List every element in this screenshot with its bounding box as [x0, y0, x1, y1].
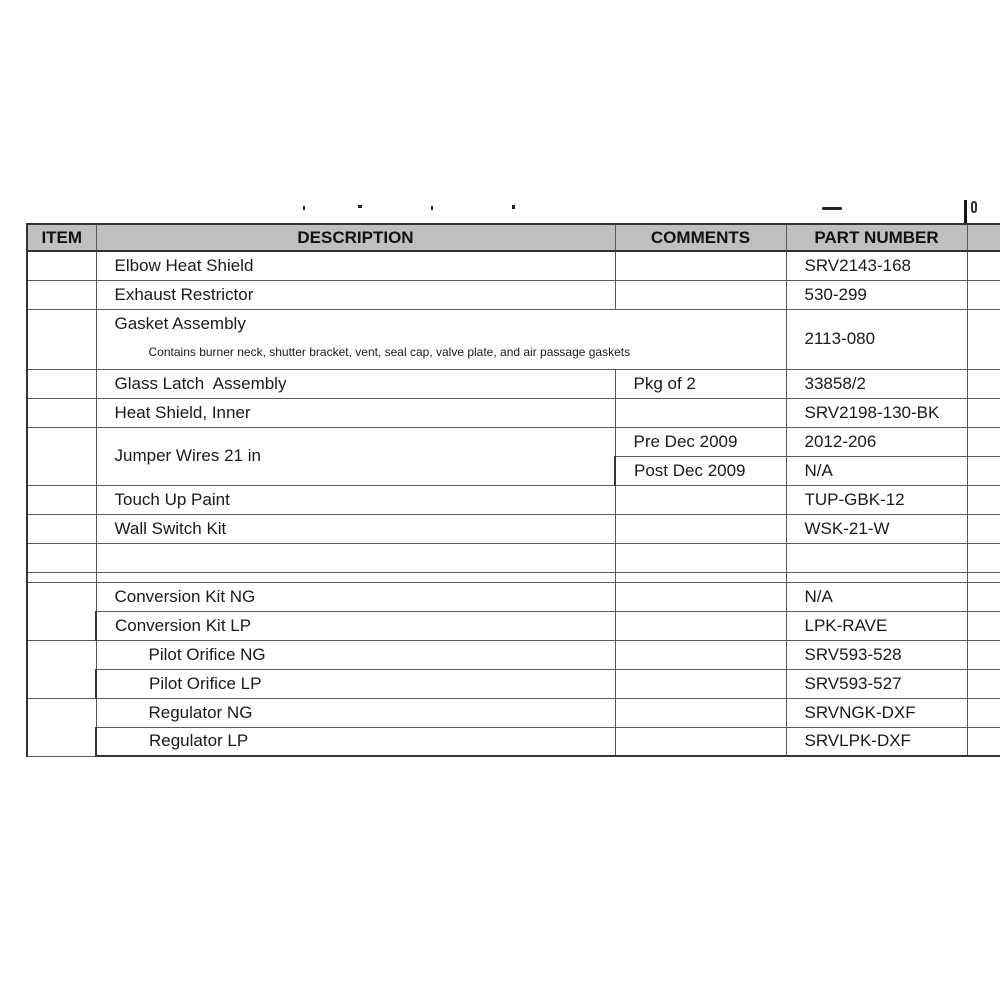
part-number-cell: SRVNGK-DXF [786, 698, 967, 727]
comments-cell [615, 669, 786, 698]
part-number-cell: SRV2198-130-BK [786, 398, 967, 427]
table-row [27, 698, 1000, 727]
extra-cell [967, 698, 1000, 727]
table-row [27, 485, 1000, 514]
description-cell: Pilot Orifice LP [96, 669, 615, 698]
description-cell: Wall Switch Kit [96, 514, 615, 543]
table-row [27, 309, 1000, 369]
comments-cell [615, 698, 786, 727]
extra-cell [967, 727, 1000, 756]
extra-cell [967, 572, 1000, 582]
header-description: DESCRIPTION [96, 224, 615, 251]
comments-cell [615, 280, 786, 309]
description-cell [96, 543, 615, 572]
description-cell: Exhaust Restrictor [96, 280, 615, 309]
extra-cell [967, 369, 1000, 398]
description-cell: Glass Latch Assembly [96, 369, 615, 398]
item-cell [27, 309, 96, 369]
table-row [27, 582, 1000, 611]
item-cell [27, 582, 96, 640]
part-number-cell: WSK-21-W [786, 514, 967, 543]
comments-cell: Pre Dec 2009 [615, 427, 786, 456]
item-cell [27, 369, 96, 398]
comments-cell [615, 640, 786, 669]
item-cell [27, 427, 96, 485]
comments-cell [615, 611, 786, 640]
extra-cell [967, 251, 1000, 280]
description-cell: Heat Shield, Inner [96, 398, 615, 427]
comments-cell: Post Dec 2009 [615, 456, 786, 485]
extra-cell [967, 543, 1000, 572]
item-cell [27, 514, 96, 543]
description-cell: Pilot Orifice NG [96, 640, 615, 669]
table-row [27, 369, 1000, 398]
parts-table [26, 223, 1000, 757]
part-number-cell: TUP-GBK-12 [786, 485, 967, 514]
description-cell: Conversion Kit LP [96, 611, 615, 640]
part-number-cell: 2012-206 [786, 427, 967, 456]
extra-cell [967, 456, 1000, 485]
comments-cell: Pkg of 2 [615, 369, 786, 398]
part-number-cell [786, 543, 967, 572]
item-cell [27, 398, 96, 427]
extra-cell [967, 280, 1000, 309]
table-row [27, 280, 1000, 309]
description-cell [96, 309, 786, 369]
item-cell [27, 572, 96, 582]
header-extra [967, 224, 1000, 251]
extra-cell [967, 485, 1000, 514]
header-comments: COMMENTS [615, 224, 786, 251]
item-cell [27, 251, 96, 280]
table-row [27, 514, 1000, 543]
description-cell: Regulator NG [96, 698, 615, 727]
description-cell: Jumper Wires 21 in [96, 427, 615, 485]
part-number-cell: SRV593-527 [786, 669, 967, 698]
description-cell [96, 572, 615, 582]
comments-cell [615, 543, 786, 572]
table-row [27, 398, 1000, 427]
comments-cell [615, 251, 786, 280]
item-cell [27, 280, 96, 309]
comments-cell [615, 582, 786, 611]
item-cell [27, 698, 96, 756]
extra-cell [967, 640, 1000, 669]
extra-cell [967, 611, 1000, 640]
comments-cell [615, 727, 786, 756]
clipped-glyph [971, 201, 977, 213]
part-number-cell: 33858/2 [786, 369, 967, 398]
description-cell: Conversion Kit NG [96, 582, 615, 611]
extra-cell [967, 427, 1000, 456]
comments-cell [615, 514, 786, 543]
table-row [27, 669, 1000, 698]
extra-cell [967, 669, 1000, 698]
part-number-cell: LPK-RAVE [786, 611, 967, 640]
description-cell: Regulator LP [96, 727, 615, 756]
table-row [27, 611, 1000, 640]
description-cell: Elbow Heat Shield [96, 251, 615, 280]
part-number-cell: SRV2143-168 [786, 251, 967, 280]
extra-cell [967, 582, 1000, 611]
part-number-cell: N/A [786, 456, 967, 485]
extra-cell [967, 309, 1000, 369]
part-number-cell: SRVLPK-DXF [786, 727, 967, 756]
description-cell: Touch Up Paint [96, 485, 615, 514]
part-number-cell: 2113-080 [786, 309, 967, 369]
table-row [27, 251, 1000, 280]
item-cell [27, 543, 96, 572]
comments-cell [615, 485, 786, 514]
part-number-cell: 530-299 [786, 280, 967, 309]
table-row [27, 727, 1000, 756]
empty-row [27, 543, 1000, 572]
header-item: ITEM [27, 224, 96, 251]
table-row [27, 640, 1000, 669]
extra-cell [967, 398, 1000, 427]
item-cell [27, 640, 96, 698]
clipped-text-remnant [0, 196, 1000, 214]
part-number-cell: N/A [786, 582, 967, 611]
description-note: Contains burner neck, shutter bracket, vent, seal cap, valve plate, and air passage gaskets [148, 345, 631, 359]
description-title: Gasket Assembly [114, 314, 246, 333]
table-header-row [27, 224, 1000, 251]
table-row [27, 427, 1000, 456]
header-part-number: PART NUMBER [786, 224, 967, 251]
item-cell [27, 485, 96, 514]
part-number-cell [786, 572, 967, 582]
comments-cell [615, 398, 786, 427]
comments-cell [615, 572, 786, 582]
page-edge-line [964, 200, 967, 224]
empty-row [27, 572, 1000, 582]
extra-cell [967, 514, 1000, 543]
part-number-cell: SRV593-528 [786, 640, 967, 669]
